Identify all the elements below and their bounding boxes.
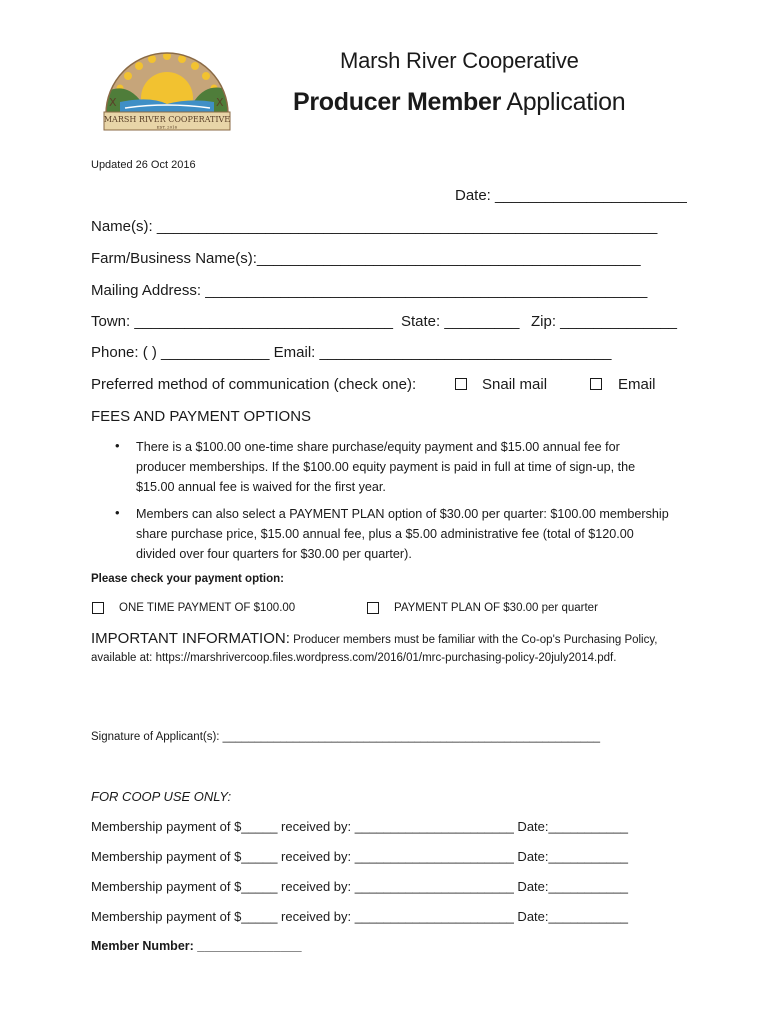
- coop-name: Marsh River Cooperative: [340, 48, 579, 73]
- bullet-symbol: •: [115, 438, 120, 453]
- zip-field[interactable]: Zip: ______________: [531, 313, 677, 330]
- payment-plan-label: PAYMENT PLAN OF $30.00 per quarter: [394, 602, 598, 614]
- logo-text: MARSH RIVER COOPERATIVE: [103, 115, 231, 124]
- fee-bullet-one-time: There is a $100.00 one-time share purchase/equity payment and $15.00 annual fee for producer memberships. If the $100.00 equity payment is paid in full at time of sign-up, the $15.00 annual fee is waived for the first year.: [136, 440, 636, 494]
- date-field[interactable]: Date: _______________________: [455, 187, 687, 204]
- signature-field[interactable]: Signature of Applicant(s): ___________________________________________________________: [91, 731, 601, 743]
- email-checkbox[interactable]: [590, 378, 602, 390]
- bullet-symbol: •: [115, 505, 120, 520]
- membership-payment-row[interactable]: Membership payment of $_____ received by: ______________________ Date:___________: [91, 879, 629, 894]
- title-rest: Application: [501, 88, 626, 116]
- page-title: [293, 88, 625, 117]
- fees-heading: FEES AND PAYMENT OPTIONS: [91, 408, 312, 425]
- fee-bullet-payment-plan: Members can also select a PAYMENT PLAN option of $30.00 per quarter: $100.00 membership share purchase price, $15.00 annual fee, plus a $5.00 administrative fee (total of $120.00 divided over four quarters for $30.00 per quarter).: [136, 507, 669, 561]
- marsh-river-logo: [100, 42, 234, 132]
- town-field[interactable]: Town: _______________________________: [91, 313, 393, 330]
- membership-payment-row[interactable]: Membership payment of $_____ received by: ______________________ Date:___________: [91, 849, 629, 864]
- snail-mail-label: Snail mail: [482, 376, 548, 393]
- updated-date: Updated 26 Oct 2016: [91, 159, 196, 171]
- important-lead: IMPORTANT INFORMATION:: [91, 630, 290, 647]
- communication-label: Preferred method of communication (check one):: [91, 376, 417, 393]
- membership-payment-row[interactable]: Membership payment of $_____ received by: ______________________ Date:___________: [91, 819, 629, 834]
- farm-business-field[interactable]: Farm/Business Name(s):______________________________________________: [91, 250, 641, 267]
- one-time-payment-checkbox[interactable]: [92, 602, 104, 614]
- important-text: Producer members must be familiar with the Co-op's Purchasing Policy, available at: https://marshrivercoop.files.wordpress.com/2016/01/mrc-purchasing-policy-20july2014.pdf.: [91, 634, 658, 664]
- important-information: [91, 630, 681, 667]
- svg-text:X: X: [109, 96, 117, 109]
- snail-mail-checkbox[interactable]: [455, 378, 467, 390]
- payment-option-heading: Please check your payment option:: [91, 573, 285, 585]
- mailing-address-field[interactable]: Mailing Address: _____________________________________________________: [91, 282, 648, 299]
- payment-plan-checkbox[interactable]: [367, 602, 379, 614]
- title-bold: Producer Member: [293, 88, 502, 116]
- one-time-payment-label: ONE TIME PAYMENT OF $100.00: [119, 602, 296, 614]
- names-field[interactable]: Name(s): ____________________________________________________________: [91, 218, 658, 235]
- coop-use-heading: FOR COOP USE ONLY:: [91, 789, 232, 804]
- membership-payment-row[interactable]: Membership payment of $_____ received by: ______________________ Date:___________: [91, 909, 629, 924]
- member-number-field[interactable]: Member Number: _______________: [91, 939, 302, 953]
- email-label: Email: [618, 376, 656, 393]
- state-field[interactable]: State: _________: [401, 313, 520, 330]
- svg-text:X: X: [216, 96, 224, 109]
- logo-est: EST. 2016: [156, 124, 178, 130]
- phone-email-field[interactable]: Phone: ( ) _____________ Email: ___________________________________: [91, 344, 612, 361]
